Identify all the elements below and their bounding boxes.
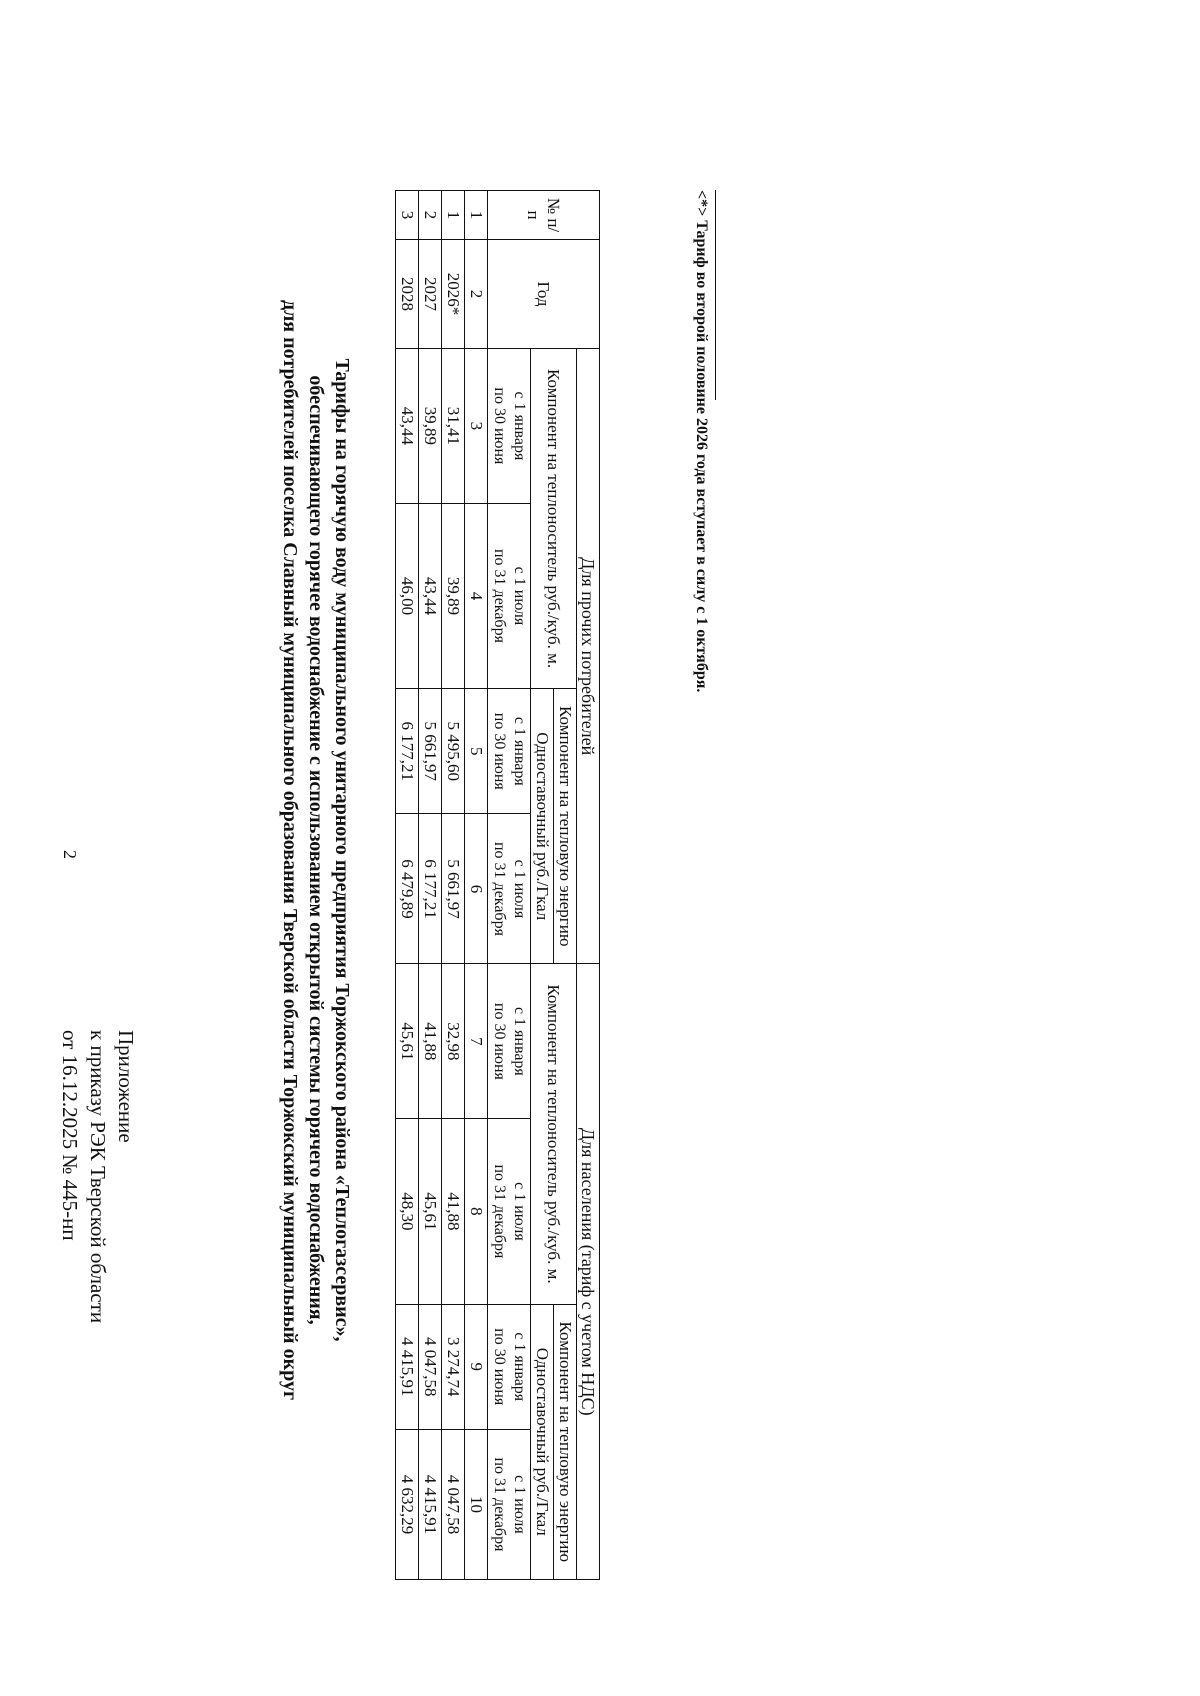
table-cell: 31,41: [442, 349, 465, 504]
period-h2: с 1 июля по 31 декабря: [488, 814, 531, 964]
table-cell: 2027: [419, 240, 442, 349]
table-cell: 43,44: [396, 349, 419, 504]
index-row: [465, 191, 488, 1580]
index-cell: 7: [465, 964, 488, 1119]
header-row-2: [554, 191, 577, 1580]
table-row: [419, 191, 442, 1580]
table-cell: 5 661,97: [419, 689, 442, 814]
table-cell: 3: [396, 191, 419, 240]
index-cell: 5: [465, 689, 488, 814]
table-cell: 1: [442, 191, 465, 240]
table-cell: 39,89: [419, 349, 442, 504]
index-cell: 1: [465, 191, 488, 240]
table-cell: 39,89: [442, 503, 465, 688]
table-cell: 4 415,91: [419, 1429, 442, 1579]
period-h1: с 1 января по 30 июня: [488, 964, 531, 1119]
index-cell: 8: [465, 1119, 488, 1304]
table-cell: 41,88: [419, 964, 442, 1119]
appendix-line-1: Приложение: [114, 1030, 138, 1143]
index-cell: 9: [465, 1304, 488, 1429]
table-cell: 4 632,29: [396, 1429, 419, 1579]
appendix-line-3: от 16.12.2025 № 445-нп: [58, 1030, 82, 1241]
header-carrier-population: Компонент на теплоноситель руб./куб. м.: [531, 964, 577, 1304]
document-title: [277, 160, 355, 1540]
page-number: 2: [60, 850, 80, 859]
appendix-line-2: к приказу РЭК Тверской области: [86, 1030, 110, 1324]
title-line-2: обеспечивающего горячее водоснабжение с использованием открытой системы горячего водоснабжения,: [305, 375, 327, 1325]
table-cell: 5 495,60: [442, 689, 465, 814]
table-cell: 2026*: [442, 240, 465, 349]
period-h1: с 1 января по 30 июня: [488, 1304, 531, 1429]
period-h2: с 1 июля по 31 декабря: [488, 1119, 531, 1304]
table-row: [396, 191, 419, 1580]
period-h1: с 1 января по 30 июня: [488, 689, 531, 814]
header-num: № п/п: [488, 191, 600, 240]
table-cell: 4 047,58: [419, 1304, 442, 1429]
header-single-rate-other: Одноставочный руб./Гкал: [531, 689, 554, 964]
table-cell: 2028: [396, 240, 419, 349]
table-cell: 32,98: [442, 964, 465, 1119]
table-cell: 45,61: [396, 964, 419, 1119]
title-line-3: для потребителей поселка Славный муниципального образования Тверской области Торжокский муниципальный округ: [279, 299, 301, 1401]
table-row: [442, 191, 465, 1580]
index-cell: 10: [465, 1429, 488, 1579]
header-year: Год: [488, 240, 600, 349]
header-row-periods: [488, 191, 531, 1580]
appendix-header: [56, 1030, 140, 1550]
table-cell: 3 274,74: [442, 1304, 465, 1429]
table-cell: 6 177,21: [396, 689, 419, 814]
table-cell: 5 661,97: [442, 814, 465, 964]
index-cell: 3: [465, 349, 488, 504]
period-h2: с 1 июля по 31 декабря: [488, 1429, 531, 1579]
tariff-table: [395, 190, 600, 1580]
table-cell: 43,44: [419, 503, 442, 688]
table-cell: 6 479,89: [396, 814, 419, 964]
header-carrier-other: Компонент на теплоноситель руб./куб. м.: [531, 349, 577, 689]
header-group-other: Для прочих потребителей: [577, 349, 600, 964]
footnote-divider: [715, 190, 716, 400]
header-energy-population: Компонент на тепловую энергию: [554, 1304, 577, 1579]
header-energy-other: Компонент на тепловую энергию: [554, 689, 577, 964]
index-cell: 4: [465, 503, 488, 688]
title-line-1: Тарифы на горячую воду муниципального унитарного предприятия Торжокского района «Теплогазсервис»,: [331, 358, 353, 1342]
table-cell: 46,00: [396, 503, 419, 688]
header-single-rate-population: Одноставочный руб./Гкал: [531, 1304, 554, 1579]
footnote: <*> Тариф во второй половине 2026 года вступает в силу с 1 октября.: [693, 190, 710, 693]
table-cell: 2: [419, 191, 442, 240]
header-row-1: [577, 191, 600, 1580]
period-h1: с 1 января по 30 июня: [488, 349, 531, 504]
table-cell: 4 047,58: [442, 1429, 465, 1579]
table-cell: 6 177,21: [419, 814, 442, 964]
table-cell: 45,61: [419, 1119, 442, 1304]
index-cell: 2: [465, 240, 488, 349]
period-h2: с 1 июля по 31 декабря: [488, 503, 531, 688]
table-cell: 4 415,91: [396, 1304, 419, 1429]
index-cell: 6: [465, 814, 488, 964]
table-cell: 48,30: [396, 1119, 419, 1304]
table-cell: 41,88: [442, 1119, 465, 1304]
header-group-population: Для населения (тариф с учетом НДС): [577, 964, 600, 1580]
